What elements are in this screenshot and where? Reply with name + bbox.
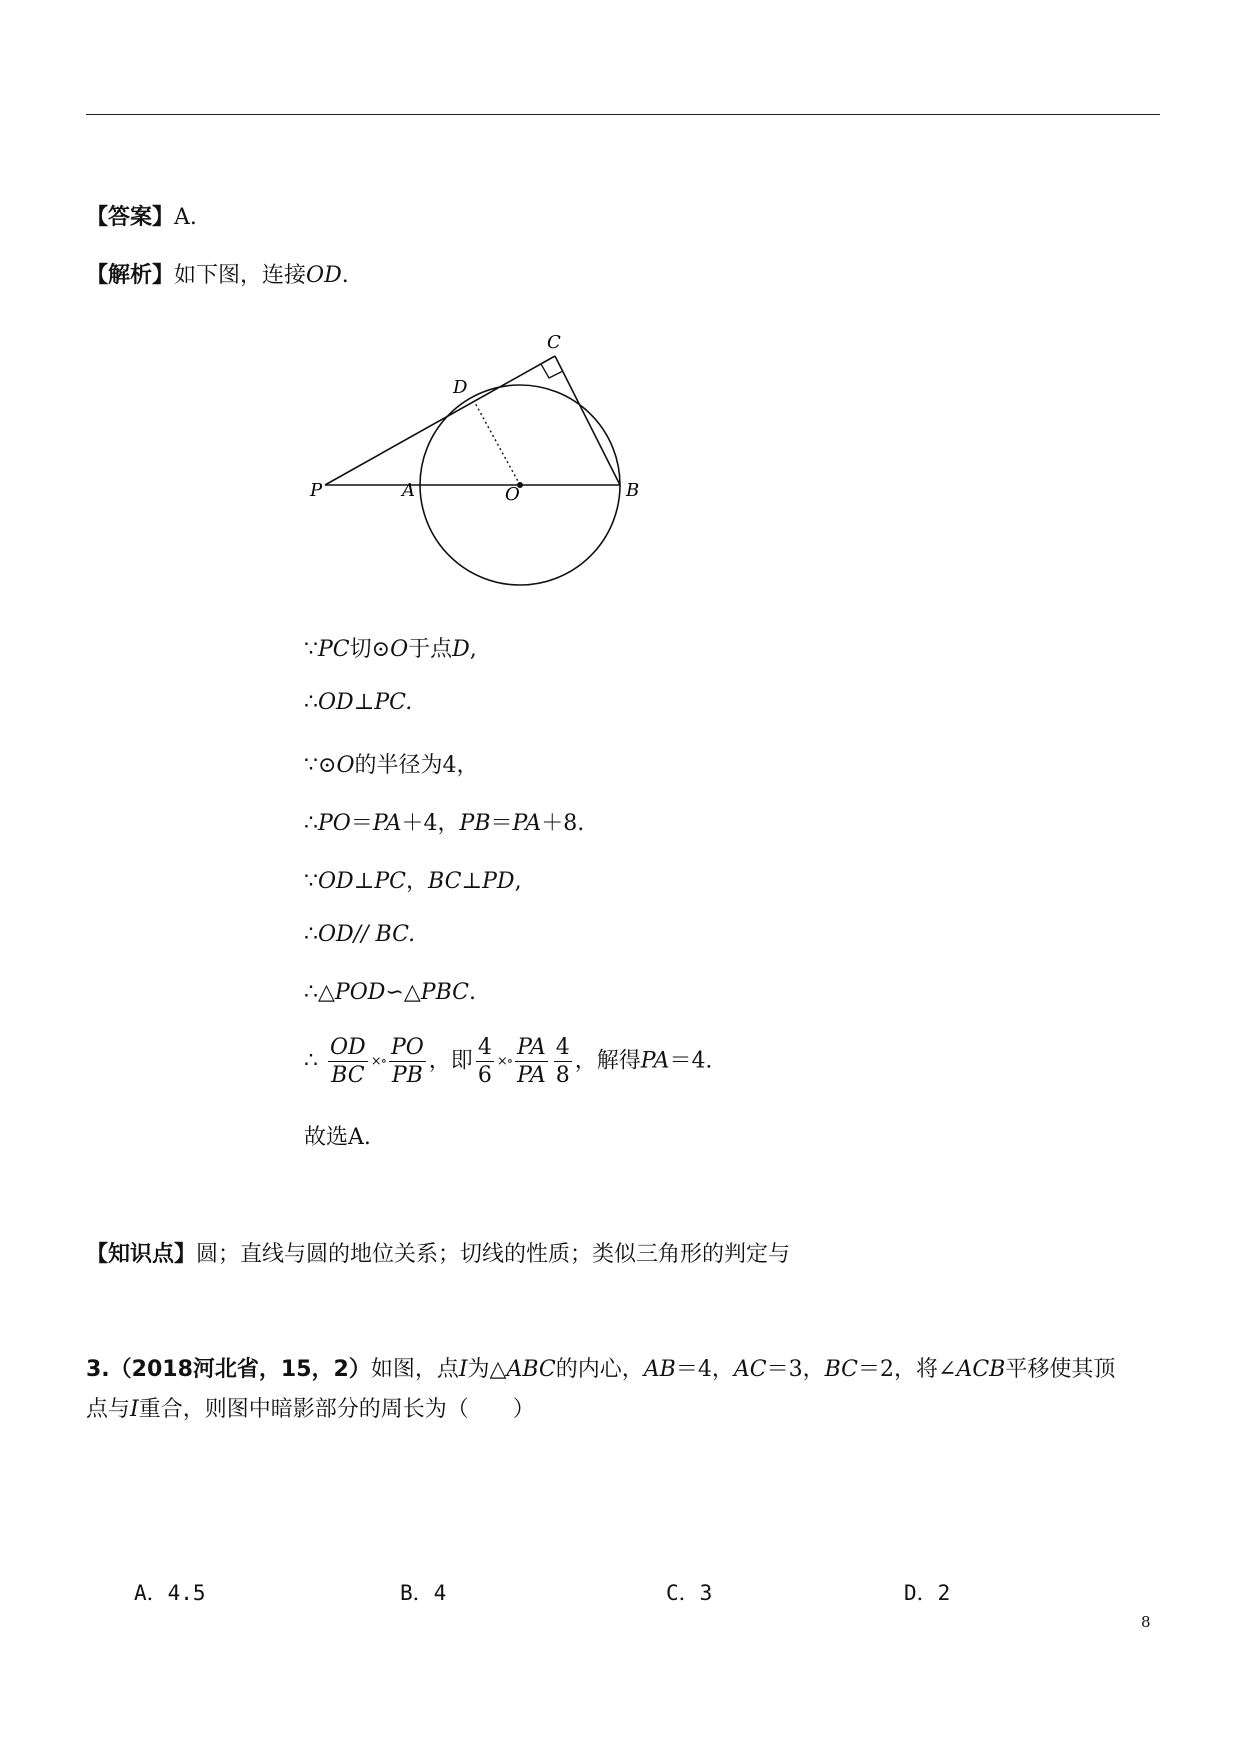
fraction-den: 6	[477, 1063, 492, 1089]
therefore-symbol: ∴	[304, 980, 318, 1005]
therefore-symbol: ∴	[304, 922, 318, 947]
step-3-text: ⊙	[318, 753, 337, 778]
analysis-line	[86, 258, 349, 289]
question-line-2	[86, 1392, 535, 1423]
label-p: P	[310, 480, 323, 501]
because-symbol: ∵	[304, 869, 318, 894]
analysis-text: 如下图，连接	[174, 263, 307, 288]
step-7	[304, 980, 476, 1005]
step-5	[304, 864, 522, 895]
q-text: 如图，点	[370, 1357, 459, 1382]
line-pc	[325, 356, 555, 485]
fraction-num: OD	[328, 1036, 368, 1062]
step-7-period: .	[468, 980, 476, 1005]
knowledge-line	[86, 1237, 790, 1268]
similar-symbol: ∽	[385, 980, 404, 1005]
step-8	[304, 1036, 712, 1087]
question-line-1	[86, 1352, 1115, 1383]
step-1-o: O	[390, 637, 409, 662]
q-text: 的内心，	[555, 1357, 644, 1382]
step-5-comma: ,	[514, 869, 522, 894]
q-text: ＝4，	[675, 1357, 734, 1382]
q-var-abc: ABC	[506, 1357, 556, 1382]
step-1-d: D	[452, 637, 470, 662]
step-2-expr: OD⊥PC.	[318, 690, 413, 715]
q-var-bc: BC	[824, 1357, 858, 1382]
answer-line	[86, 200, 197, 231]
because-symbol: ∵	[304, 637, 318, 662]
fraction-num: PA	[515, 1036, 548, 1062]
label-b: B	[626, 480, 640, 501]
step-8-mid-text: ，即	[428, 1048, 473, 1074]
q-var-ac: AC	[733, 1357, 767, 1382]
q-var-ab: AB	[643, 1357, 676, 1382]
step-8-tail-text: ，解得	[574, 1048, 641, 1074]
step-4	[304, 806, 584, 837]
q-var-i: I	[458, 1357, 468, 1382]
step-6-expr: OD// BC.	[318, 922, 416, 947]
q-var-acb: ACB	[956, 1357, 1006, 1382]
step-1-text2: 于点	[408, 637, 453, 662]
garbled-symbol: ×∘	[370, 1054, 386, 1070]
analysis-od: OD	[306, 263, 342, 288]
q-var-i: I	[130, 1397, 139, 1422]
fraction-den: BC	[331, 1063, 365, 1089]
step-1-text: 切⊙	[349, 637, 391, 662]
therefore-symbol: ∴	[304, 690, 318, 715]
step-4-plus8: ＋8.	[541, 811, 585, 836]
knowledge-tag: 【知识点】	[86, 1242, 197, 1267]
step-8-pa: PA	[640, 1048, 670, 1074]
step-3-o: O	[336, 753, 355, 778]
fraction-od-bc	[328, 1036, 368, 1087]
step-5-sep: ，	[406, 869, 429, 894]
step-9-text: 故选A.	[304, 1125, 371, 1150]
step-7-pbc: PBC	[420, 980, 469, 1005]
step-4-po: PO	[318, 811, 351, 836]
fraction-pa-pa	[515, 1036, 548, 1087]
step-4-eq2: ＝	[490, 811, 513, 836]
step-6	[304, 922, 415, 947]
q-text: ＝2，将∠	[858, 1357, 957, 1382]
choice-b[interactable]: B．4	[400, 1581, 447, 1605]
choice-c[interactable]: C．3	[666, 1581, 713, 1605]
step-9	[304, 1120, 371, 1151]
because-symbol: ∵	[304, 753, 318, 778]
choice-d[interactable]: D．2	[904, 1581, 951, 1605]
geometry-figure	[300, 330, 660, 600]
answer-text: A.	[174, 205, 197, 230]
label-d: D	[453, 377, 468, 398]
label-a: A	[402, 480, 415, 501]
step-8-result: ＝4.	[669, 1048, 713, 1074]
answer-tag: 【答案】	[86, 205, 175, 230]
fraction-4-6	[476, 1036, 494, 1087]
q-text: 重合，则图中暗影部分的周长为（ ）	[138, 1397, 535, 1422]
step-3	[304, 748, 478, 779]
triangle-symbol: △	[318, 980, 335, 1005]
step-4-pa: PA	[372, 811, 402, 836]
fraction-den: PA	[517, 1063, 546, 1089]
step-1-pc: PC	[318, 637, 350, 662]
fraction-num: 4	[476, 1036, 494, 1062]
page-number: 8	[1141, 1613, 1151, 1631]
question-number: 3.	[86, 1357, 110, 1382]
fraction-den: PB	[391, 1063, 423, 1089]
fraction-4-8	[554, 1036, 572, 1087]
label-o: O	[505, 484, 520, 505]
step-7-pod: POD	[334, 980, 386, 1005]
fraction-po-pb	[389, 1036, 426, 1087]
header-rule	[86, 114, 1160, 115]
q-text: ＝3，	[766, 1357, 825, 1382]
step-1	[304, 632, 477, 663]
step-4-eq: ＝	[350, 811, 373, 836]
step-3-text2: 的半径为4，	[354, 753, 479, 778]
fraction-num: 4	[554, 1036, 572, 1062]
therefore-symbol: ∴	[304, 811, 318, 836]
fraction-num: PO	[389, 1036, 426, 1062]
question-source: （2018河北省，15，2）	[109, 1357, 371, 1382]
triangle-symbol: △	[403, 980, 421, 1005]
label-c: C	[547, 332, 561, 353]
q-text: 平移使其顶	[1005, 1357, 1116, 1382]
step-2	[304, 690, 412, 715]
q-text: 点与	[86, 1397, 131, 1422]
step-4-plus4: ＋4，	[401, 811, 460, 836]
q-text: 为△	[467, 1357, 507, 1382]
line-cb	[555, 356, 620, 485]
knowledge-text: 圆；直线与圆的地位关系；切线的性质；类似三角形的判定与	[196, 1242, 791, 1267]
fraction-den: 8	[555, 1063, 570, 1089]
step-4-pb: PB	[459, 811, 491, 836]
step-1-comma: ,	[469, 637, 477, 662]
garbled-symbol: ×∘	[496, 1054, 513, 1070]
analysis-period: .	[341, 263, 349, 288]
choice-a[interactable]: A．4.5	[134, 1581, 206, 1605]
analysis-tag: 【解析】	[86, 263, 175, 288]
step-5-expr2: BC⊥PD	[428, 869, 515, 894]
step-4-pa2: PA	[512, 811, 542, 836]
step-5-expr1: OD⊥PC	[318, 869, 406, 894]
line-od	[474, 401, 520, 485]
therefore-symbol: ∴	[304, 1048, 318, 1074]
